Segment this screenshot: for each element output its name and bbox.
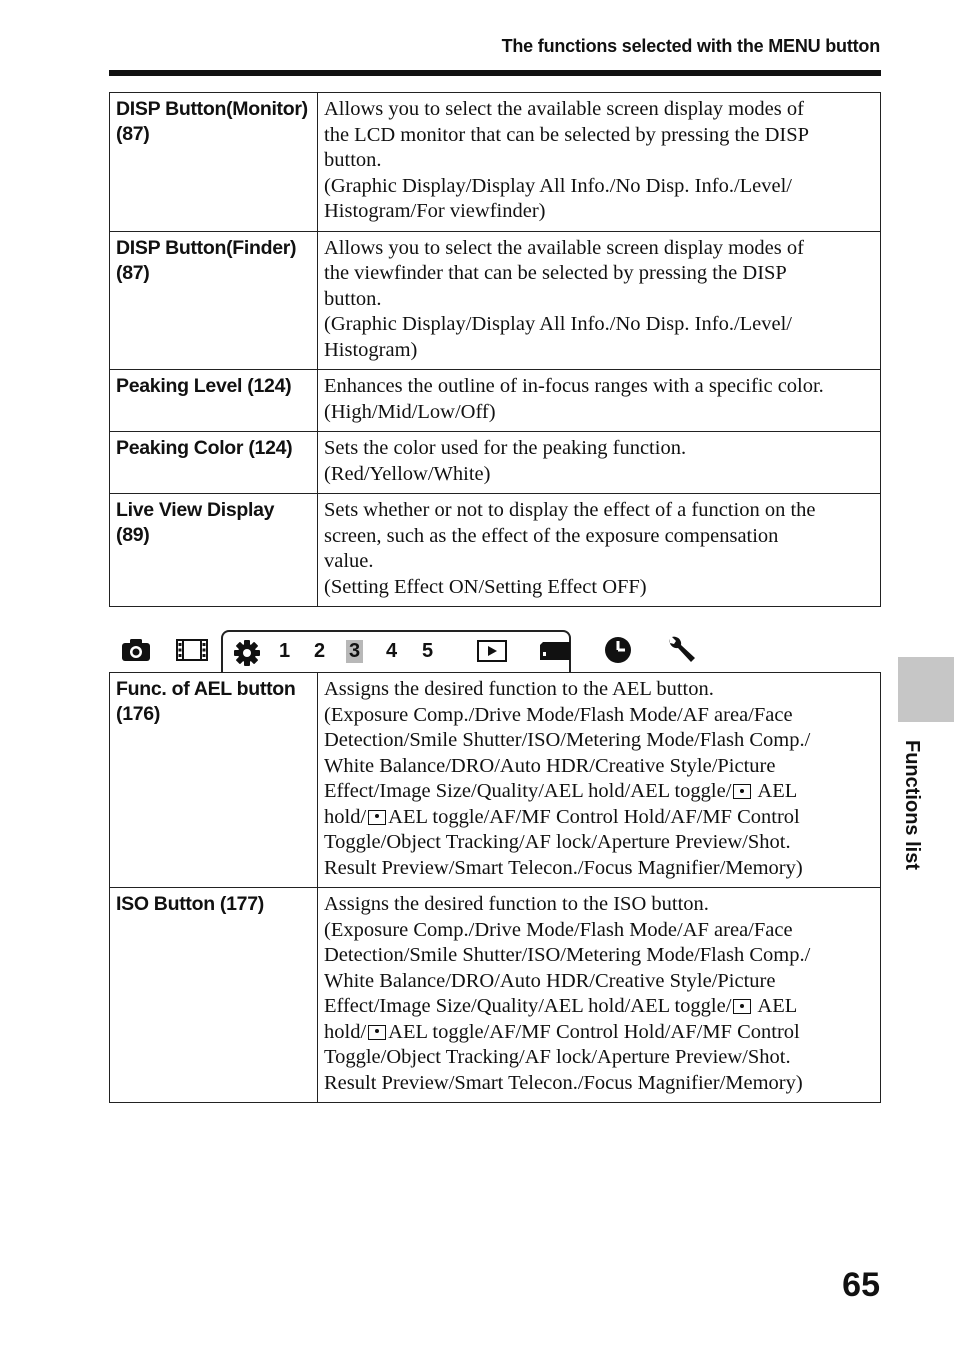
description-line: (High/Mid/Low/Off) — [324, 400, 496, 423]
function-name: Live View Display — [116, 499, 275, 521]
description-text: AEL toggle/AF/MF Control Hold/AF/MF Control — [388, 805, 800, 828]
page-ref: (89) — [116, 524, 150, 546]
tab-page-3[interactable]: 3 — [346, 640, 363, 663]
page-ref: (87) — [116, 261, 150, 284]
description-line: Sets the color used for the peaking function. — [324, 437, 687, 459]
description-line: Sets whether or not to display the effect of a function on the — [324, 499, 816, 521]
functions-table-bottom — [109, 672, 881, 1103]
gear-icon — [233, 639, 261, 672]
description-line: (Exposure Comp./Drive Mode/Flash Mode/AF area/Face — [324, 918, 793, 941]
description-text: Effect/Image Size/Quality/AEL hold/AEL toggle/ — [324, 995, 732, 1017]
description-line: Toggle/Object Tracking/AF lock/Aperture Preview/Shot. — [324, 831, 791, 853]
table-row — [110, 231, 881, 370]
table-row — [110, 673, 881, 888]
description-line: Histogram/For viewfinder) — [324, 200, 546, 222]
tab-page-2[interactable]: 2 — [314, 640, 326, 662]
description-line: Histogram) — [324, 338, 418, 361]
function-name: DISP Button(Monitor) — [116, 98, 308, 120]
page-ref: (176) — [116, 703, 161, 725]
description-line: Enhances the outline of in-focus ranges with a specific color. — [324, 375, 824, 397]
functions-table-top — [109, 92, 881, 607]
wrench-icon — [666, 636, 696, 669]
function-description-cell — [318, 370, 881, 432]
description-line: (Exposure Comp./Drive Mode/Flash Mode/AF area/Face — [324, 703, 793, 726]
description-line — [324, 779, 874, 805]
table-row — [110, 888, 881, 1103]
description-line: (Graphic Display/Display All Info./No Disp. Info./Level/ — [324, 174, 792, 197]
description-line: White Balance/DRO/Auto HDR/Creative Style/Picture — [324, 754, 776, 777]
function-name-cell — [110, 888, 318, 1103]
function-name: Peaking Color (124) — [116, 437, 293, 459]
description-line: Assigns the desired function to the ISO button. — [324, 893, 709, 915]
function-name-cell — [110, 432, 318, 494]
description-line: Toggle/Object Tracking/AF lock/Aperture Preview/Shot. — [324, 1046, 791, 1068]
description-line: Result Preview/Smart Telecon./Focus Magnifier/Memory) — [324, 1071, 803, 1094]
spot-metering-icon — [368, 1025, 386, 1040]
clock-icon — [604, 636, 632, 669]
function-name-cell — [110, 93, 318, 232]
memory-card-icon — [539, 641, 571, 666]
description-line: Allows you to select the available screen display modes of — [324, 236, 804, 259]
table-row — [110, 93, 881, 232]
description-line: Detection/Smile Shutter/ISO/Metering Mode/Flash Comp./ — [324, 729, 811, 751]
function-description-cell — [318, 93, 881, 232]
function-name: ISO Button (177) — [116, 893, 264, 915]
table-row — [110, 494, 881, 607]
description-line: screen, such as the effect of the exposure compensation — [324, 524, 779, 547]
description-line — [324, 805, 874, 831]
function-name: DISP Button(Finder) — [116, 236, 297, 259]
spot-metering-icon — [733, 784, 751, 799]
spot-metering-icon — [368, 810, 386, 825]
playback-icon — [477, 640, 507, 667]
movie-icon — [176, 639, 208, 666]
spot-metering-icon — [733, 999, 751, 1014]
function-name-cell — [110, 673, 318, 888]
description-text: AEL — [753, 780, 798, 802]
description-line: button. — [324, 149, 382, 171]
function-description-cell — [318, 231, 881, 370]
table-row — [110, 432, 881, 494]
page-number: 65 — [842, 1266, 880, 1304]
function-description-cell — [318, 432, 881, 494]
camera-icon — [121, 638, 151, 667]
header-rule — [109, 70, 881, 76]
page-ref: (87) — [116, 123, 150, 145]
description-line: Result Preview/Smart Telecon./Focus Magnifier/Memory) — [324, 856, 803, 879]
description-text: hold/ — [324, 805, 367, 828]
description-line: Assigns the desired function to the AEL button. — [324, 678, 714, 700]
description-text: hold/ — [324, 1020, 367, 1043]
side-section-label: Functions list — [901, 740, 923, 870]
description-text: AEL — [753, 995, 798, 1017]
description-line: value. — [324, 550, 374, 572]
description-line: Allows you to select the available screen display modes of — [324, 98, 804, 120]
function-name: Peaking Level (124) — [116, 375, 292, 397]
description-line: button. — [324, 287, 382, 310]
function-description-cell — [318, 494, 881, 607]
description-line — [324, 1020, 874, 1046]
description-line: the LCD monitor that can be selected by pressing the DISP — [324, 123, 810, 146]
tab-page-4[interactable]: 4 — [386, 640, 398, 662]
description-line: White Balance/DRO/Auto HDR/Creative Style/Picture — [324, 969, 776, 992]
function-name-cell — [110, 231, 318, 370]
description-line: (Graphic Display/Display All Info./No Disp. Info./Level/ — [324, 313, 792, 335]
function-description-cell — [318, 888, 881, 1103]
function-description-cell — [318, 673, 881, 888]
description-line — [324, 994, 874, 1020]
description-line: (Setting Effect ON/Setting Effect OFF) — [324, 575, 647, 598]
function-name: Func. of AEL button — [116, 678, 296, 700]
description-line: (Red/Yellow/White) — [324, 462, 491, 485]
menu-tab-bar — [109, 628, 881, 668]
settings-tab-group[interactable] — [221, 630, 571, 672]
function-name-cell — [110, 370, 318, 432]
description-line: Detection/Smile Shutter/ISO/Metering Mode/Flash Comp./ — [324, 944, 811, 966]
description-text: AEL toggle/AF/MF Control Hold/AF/MF Control — [388, 1020, 800, 1043]
side-section-tab — [898, 657, 954, 722]
description-line: the viewfinder that can be selected by pressing the DISP — [324, 262, 787, 284]
table-row — [110, 370, 881, 432]
description-text: Effect/Image Size/Quality/AEL hold/AEL toggle/ — [324, 780, 732, 802]
tab-page-5[interactable]: 5 — [422, 640, 434, 662]
tab-page-1[interactable]: 1 — [279, 640, 291, 662]
page-header-title: The functions selected with the MENU button — [501, 36, 880, 56]
function-name-cell — [110, 494, 318, 607]
